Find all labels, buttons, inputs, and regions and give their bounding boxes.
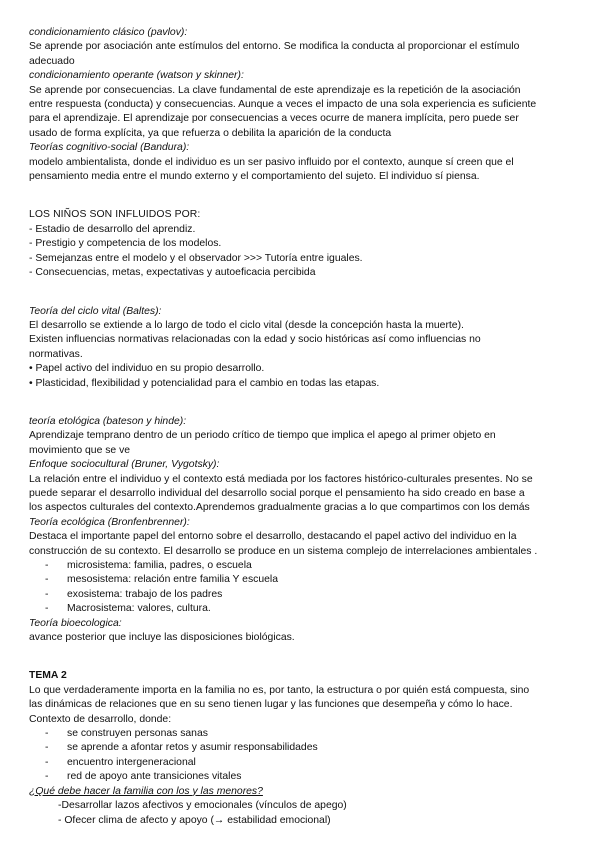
bullet-dash: - <box>45 771 49 783</box>
text-line: modelo ambientalista, donde el individuo es un ser pasivo influido por el contexto, aunque sí creen que el <box>29 156 514 168</box>
spacer <box>29 391 577 415</box>
bullet-dash: - <box>45 728 49 740</box>
text-line: El desarrollo se extiende a lo largo de todo el ciclo vital (desde la concepción hasta la muerte). <box>29 319 464 331</box>
text-line: Existen influencias normativas relacionadas con la edad y socio históricas así como influencias no <box>29 334 481 346</box>
list-item <box>29 573 577 587</box>
heading-tema-2: TEMA 2 <box>29 670 67 682</box>
text-line: las dinámicas de relaciones que en su seno tienen lugar y las funciones que desempeña y cómo lo hace. <box>29 699 513 711</box>
list-item: • Papel activo del individuo en su propio desarrollo. <box>29 363 265 375</box>
list-item <box>29 559 577 573</box>
section-title-bioecologica: Teoría bioecologica: <box>29 617 122 629</box>
bullet-dash: - <box>45 742 49 754</box>
list-item-text: microsistema: familia, padres, o escuela <box>67 560 252 571</box>
list-item <box>29 588 577 602</box>
section-title-operante: condicionamiento operante (watson y skinner): <box>29 70 244 82</box>
text-line: adecuado <box>29 55 75 67</box>
section-title-cognitivo: Teorías cognitivo-social (Bandura): <box>29 142 190 154</box>
list-item: - Ofecer clima de afecto y apoyo (→ estabilidad emocional) <box>58 814 331 826</box>
section-title-clasico: condicionamiento clásico (pavlov): <box>29 27 188 38</box>
list-item-text: red de apoyo ante transiciones vitales <box>67 771 242 783</box>
text-line: movimiento que se ve <box>29 444 131 456</box>
text-line: avance posterior que incluye las disposiciones biológicas. <box>29 632 295 644</box>
list-item-text: Macrosistema: valores, cultura. <box>67 603 211 615</box>
text-line: Se aprende por consecuencias. La clave fundamental de este aprendizaje es la repetición de la asociación <box>29 84 521 96</box>
list-item: - Consecuencias, metas, expectativas y autoeficacia percibida <box>29 267 316 279</box>
text-line: usado de forma explícita, ya que refuerza o debilita la aparición de la conducta <box>29 127 392 139</box>
list-item-text: encuentro intergeneracional <box>67 756 196 768</box>
text-line: Se aprende por asociación ante estímulos del entorno. Se modifica la conducta al proporcionar el estímulo <box>29 41 520 53</box>
list-item-text: se aprende a afontar retos y asumir responsabilidades <box>67 742 318 754</box>
text-line: Contexto de desarrollo, donde: <box>29 713 172 725</box>
list-item: - Estadio de desarrollo del aprendiz. <box>29 223 196 235</box>
text-line: puede separar el desarrollo individual del desarrollo social porque el pensamiento ha sido creado en base a <box>29 487 525 499</box>
list-item <box>29 727 577 741</box>
spacer <box>29 281 577 305</box>
spacer <box>29 184 577 208</box>
text-line: los aspectos culturales del contexto.Aprendemos gradualmente gracias a lo que compartimos con los demás <box>29 502 530 514</box>
bullet-dash: - <box>45 560 49 571</box>
question-heading: ¿Qué debe hacer la familia con los y las menores? <box>29 785 263 797</box>
section-title-ciclo-vital: Teoría del ciclo vital (Baltes): <box>29 305 162 317</box>
text-line: Aprendizaje temprano dentro de un periodo crítico de tiempo que implica el apego al primer objeto en <box>29 430 496 442</box>
list-item: • Plasticidad, flexibilidad y potencialidad para el cambio en todas las etapas. <box>29 377 380 389</box>
section-title-ecologica: Teoría ecológica (Bronfenbrenner): <box>29 516 190 528</box>
list-item: - Semejanzas entre el modelo y el observador >>> Tutoría entre iguales. <box>29 252 363 264</box>
text-line: Destaca el importante papel del entorno sobre el desarrollo, destacando el papel activo del individuo en la <box>29 531 517 543</box>
text-line: normativas. <box>29 348 83 360</box>
list-item-text: se construyen personas sanas <box>67 728 208 740</box>
text-line: Lo que verdaderamente importa en la familia no es, por tanto, la estructura o por quién está compuesta, sino <box>29 684 530 696</box>
bullet-dash: - <box>45 574 49 586</box>
spacer <box>29 645 577 669</box>
bullet-dash: - <box>45 588 49 600</box>
list-item <box>29 602 577 616</box>
text-line: construcción de su contexto. El desarrollo se produce en un sistema complejo de interrelaciones ambientales . <box>29 545 538 557</box>
list-item <box>29 770 577 784</box>
text-line: entre respuesta (conducta) y consecuencias. Aunque a veces el impacto de una sola experiencia es suficiente <box>29 99 537 111</box>
bullet-dash: - <box>45 603 49 615</box>
list-item <box>29 756 577 770</box>
bullet-dash: - <box>45 756 49 768</box>
document-page <box>29 26 577 828</box>
section-title-etologica: teoría etológica (bateson y hinde): <box>29 415 187 427</box>
text-line: La relación entre el individuo y el contexto está mediada por los factores histórico-culturales presentes. No se <box>29 473 533 485</box>
text-line: para el aprendizaje. El aprendizaje por consecuencias a veces ocurre de manera implícita, pero puede ser <box>29 113 519 125</box>
list-item-text: mesosistema: relación entre familia Y escuela <box>67 574 278 586</box>
text-line: pensamiento media entre el mundo externo y el comportamiento del sujeto. El individuo sí piensa. <box>29 171 480 183</box>
list-item-text: exosistema: trabajo de los padres <box>67 588 223 600</box>
list-item <box>29 741 577 755</box>
list-item: - Prestigio y competencia de los modelos. <box>29 238 222 250</box>
list-item: -Desarrollar lazos afectivos y emocionales (vínculos de apego) <box>58 800 347 812</box>
section-title-sociocultural: Enfoque sociocultural (Bruner, Vygotsky): <box>29 459 220 471</box>
section-title-ninos: LOS NIÑOS SON INFLUIDOS POR: <box>29 209 201 221</box>
